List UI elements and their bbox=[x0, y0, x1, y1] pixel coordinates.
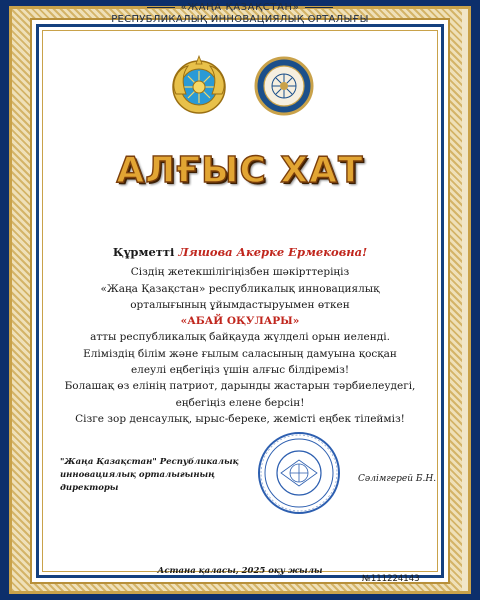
greeting: Құрметті Ляшова Акерке Ермековна! bbox=[112, 245, 368, 259]
body-line: Болашақ өз елінің патриот, дарынды жастарын тәрбиелеудегі, bbox=[64, 380, 416, 393]
body-line: Сізге зор денсаулық, ырыс-береке, жемісті еңбек тілейміз! bbox=[75, 412, 405, 425]
body-line: орталығының ұйымдастыруымен өткен bbox=[130, 298, 350, 311]
organization-subtitle: РЕСПУБЛИКАЛЫҚ ИННОВАЦИЯЛЫҚ ОРТАЛЫҒЫ bbox=[111, 14, 369, 25]
signer-name: Сәлімгерей Б.Н. bbox=[358, 474, 437, 484]
organization-title: «ЖАҢА ҚАЗАҚСТАН» bbox=[0, 2, 480, 13]
body-line: елеулі еңбегіңіз үшін алғыс білдіреміз! bbox=[130, 364, 350, 377]
certificate-body bbox=[60, 244, 420, 427]
body-line: Еліміздің білім және ғылым саласының дамуына қосқан bbox=[83, 347, 397, 360]
certificate-title: АЛҒЫС ХАТ bbox=[116, 150, 364, 191]
body-line: «Жаңа Қазақстан» республикалық инновациялық bbox=[100, 282, 380, 295]
recipient-name: Ляшова Акерке Ермековна! bbox=[178, 245, 368, 259]
certificate-number: №111224143 bbox=[362, 574, 420, 584]
official-seal-icon bbox=[256, 430, 342, 516]
city-year: Астана қаласы, 2025 оқу жылы bbox=[157, 566, 323, 576]
body-line: атты республикалық байқауда жүлделі орын иеленді. bbox=[90, 331, 390, 344]
event-name: «АБАЙ ОҚУЛАРЫ» bbox=[180, 315, 300, 328]
body-line: Сіздің жетекшілігіңізбен шәкірттеріңіз bbox=[130, 266, 350, 279]
director-title: "Жаңа Қазақстан" Республикалық инновациялық орталығының директоры bbox=[60, 457, 239, 493]
center-logo-icon bbox=[254, 56, 314, 116]
state-emblem-icon bbox=[168, 54, 230, 116]
body-line: еңбегіңіз елене берсін! bbox=[175, 396, 305, 409]
